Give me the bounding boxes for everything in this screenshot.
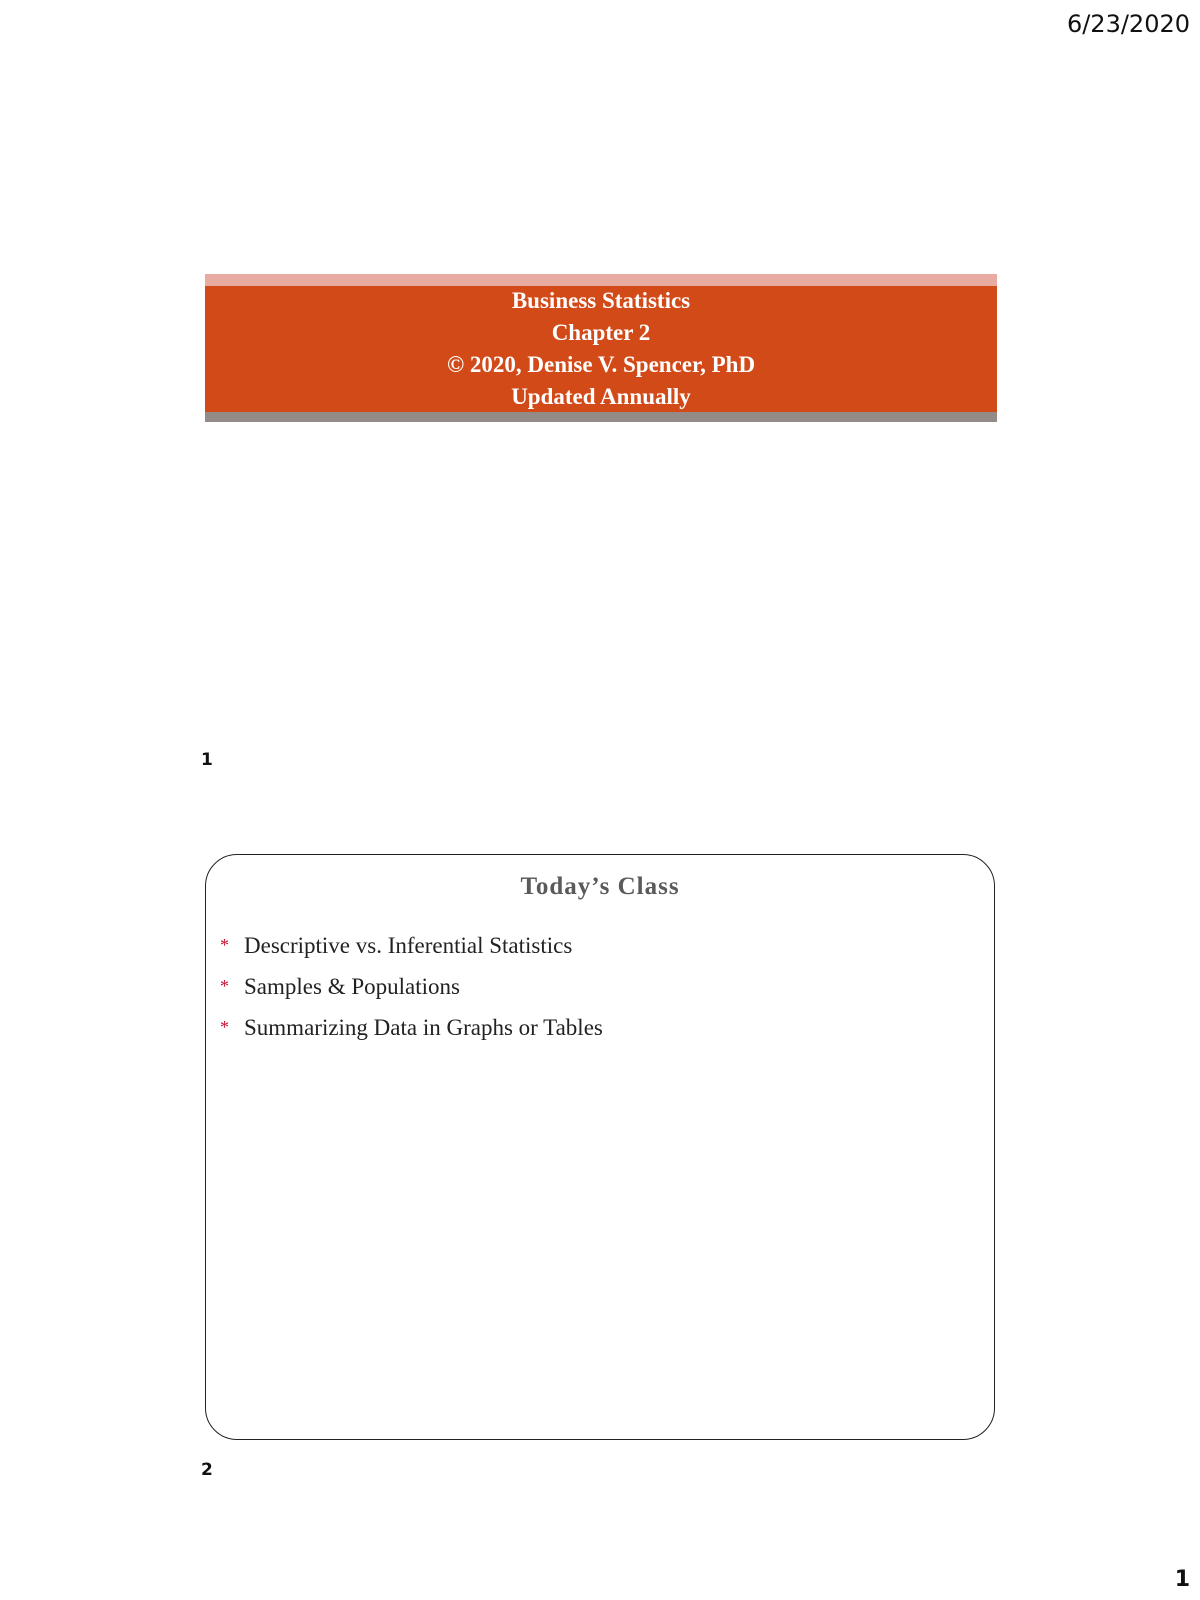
list-item xyxy=(220,966,603,1007)
slide-2-title: Today’s Class xyxy=(520,873,680,900)
bullet-asterisk-icon: * xyxy=(220,935,229,955)
page-date: 6/23/2020 xyxy=(1066,10,1190,38)
slide-number-2: 2 xyxy=(201,1460,213,1480)
bullet-asterisk-icon: * xyxy=(220,976,229,996)
title-bottom-stripe xyxy=(205,412,997,422)
bullet-asterisk-icon: * xyxy=(220,1017,229,1037)
bullet-text: Samples & Populations xyxy=(244,973,460,999)
title-line-course: Business Statistics xyxy=(511,288,691,313)
bullet-text: Summarizing Data in Graphs or Tables xyxy=(244,1014,603,1040)
slide-1-title-slide xyxy=(205,274,997,424)
title-line-chapter: Chapter 2 xyxy=(551,320,651,345)
bullet-text: Descriptive vs. Inferential Statistics xyxy=(244,932,573,958)
slide-2-todays-class xyxy=(205,854,995,1440)
slide-number-1: 1 xyxy=(201,750,213,770)
title-line-copyright: © 2020, Denise V. Spencer, PhD xyxy=(446,352,756,377)
title-band xyxy=(205,286,997,412)
bullet-list xyxy=(220,925,603,1048)
title-line-update: Updated Annually xyxy=(511,384,691,409)
page-number: 1 xyxy=(1174,1567,1190,1592)
list-item xyxy=(220,925,603,966)
list-item xyxy=(220,1007,603,1048)
